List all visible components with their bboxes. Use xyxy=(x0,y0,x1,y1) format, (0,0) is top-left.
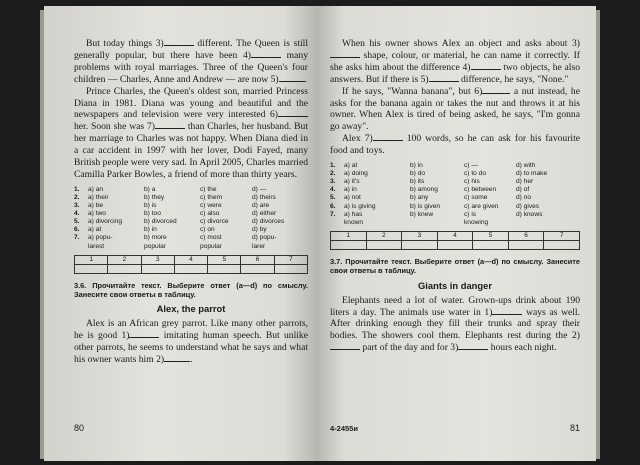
option-number: 2. xyxy=(74,193,80,201)
answer-cell xyxy=(174,264,207,273)
option-choice: c) most popular xyxy=(200,234,222,250)
answer-blank xyxy=(278,116,308,117)
option-choice: b) too xyxy=(144,210,161,218)
answer-blank xyxy=(373,140,403,141)
option-choice: c) — xyxy=(464,162,478,170)
option-choice: b) in xyxy=(144,226,157,234)
option-choice: d) of xyxy=(516,186,530,194)
option-number: 5. xyxy=(74,218,80,226)
page-81 xyxy=(316,6,596,461)
option-number: 3. xyxy=(74,202,80,210)
answer-blank xyxy=(251,57,281,58)
option-choice: c) divorce xyxy=(200,218,229,226)
option-choice: c) were xyxy=(200,202,222,210)
page-number: 81 xyxy=(569,423,580,433)
answer-cell xyxy=(437,240,473,249)
option-choice: a) doing xyxy=(344,170,368,178)
option-choice: a) is giving xyxy=(344,202,376,210)
option-choice: c) the xyxy=(200,185,217,193)
answer-blank xyxy=(279,81,305,82)
paragraph: Elephants need a lot of water. Grown-ups drink about 190 liters a day. The animals use water in 1) ways as well. After drinking enough they fill their trunks and spray their bodies. The showers cool them. Elephants rest during the 2) part of the day and for 3) hours each night. xyxy=(330,294,581,354)
answer-cell xyxy=(108,264,141,273)
paragraph: Alex is an African grey parrot. Like many other parrots, he is good 1) imitating human speech. But unlike other parrots, he seems to understand what he says and what his owner wants him 2) . xyxy=(74,318,308,366)
answer-blank xyxy=(458,349,488,350)
option-choice: d) — xyxy=(252,185,267,193)
answer-blank xyxy=(492,314,522,315)
option-choice: c) some xyxy=(464,194,488,202)
answer-column-number: 1 xyxy=(331,231,367,240)
answer-blank xyxy=(164,361,190,362)
option-choice: d) gives xyxy=(516,202,540,210)
paragraph: When his owner shows Alex an object and asks about 3) shape, colour, or material, he can name it correctly. If she asks him about the difference 4) two objects, he also answers. But if there is 5) difference, he says, "None." xyxy=(330,38,580,85)
option-choice: b) is given xyxy=(410,202,441,210)
answer-column-number: 4 xyxy=(437,231,473,240)
answer-table xyxy=(330,231,580,250)
option-choice: d) her xyxy=(516,178,534,186)
option-number: 1. xyxy=(330,162,336,170)
option-choice: d) knows xyxy=(516,210,543,218)
print-code: 4-2455и xyxy=(330,424,358,433)
answer-column-number: 4 xyxy=(174,255,207,264)
answer-table-header xyxy=(75,255,308,264)
option-choice: a) divorcing xyxy=(88,218,123,226)
option-choice: a) two xyxy=(88,210,106,218)
option-number: 4. xyxy=(330,186,336,194)
option-number: 6. xyxy=(74,226,80,234)
answer-table-header xyxy=(331,231,580,240)
answer-column-number: 6 xyxy=(508,231,544,240)
answer-column-number: 3 xyxy=(141,255,174,264)
option-choice: b) a xyxy=(144,185,156,193)
option-number: 3. xyxy=(330,178,336,186)
option-choice: b) knew xyxy=(410,210,434,218)
answer-column-number: 5 xyxy=(473,231,509,240)
answer-blank xyxy=(429,81,459,82)
answer-cell xyxy=(241,264,274,273)
option-choice: c) also xyxy=(200,210,220,218)
option-choice: a) at xyxy=(88,226,102,234)
page-number: 80 xyxy=(74,423,85,433)
option-number: 4. xyxy=(74,210,80,218)
paragraph: If he says, "Wanna banana", but 6) a nut instead, he asks for the banana again or takes the nut and throws it at his owner. When Alex is tired of being asked, he says, "I'm gonna go away". xyxy=(330,85,580,133)
answer-table-row xyxy=(331,240,580,249)
option-choice: d) by xyxy=(252,226,267,234)
answer-cell xyxy=(544,240,580,249)
answer-column-number: 2 xyxy=(366,231,402,240)
answer-cell xyxy=(141,264,174,273)
paragraph: Prince Charles, the Queen's oldest son, married Princess Diana in 1981. Diana was young and beautiful and the newspapers and television were very interested 6)her. Soon she was 7) than Charles, her husband. But her marriage to Charles was not happy. When Diana died in a car accident in 1997 with her lover, Dodi Fayed, many British people were very sad. In April 2005, Charles married Camilla Parker Bowles, a friend of more than thirty years. xyxy=(74,85,309,180)
option-number: 7. xyxy=(330,210,336,218)
option-choice: b) in xyxy=(410,162,423,170)
paragraph: But today things 3) different. The Queen is still generally popular, but there have been 4) many problems with royal marriages. Three of the Queen's four children — Charles, Anne and Andrew — are now 5) . xyxy=(74,38,309,85)
paragraph: Alex 7) 100 words, so he can ask for his favourite food and toys. xyxy=(330,133,580,157)
option-choice: b) among xyxy=(410,186,438,194)
task-instruction: 3.7. Прочитайте текст. Выберите ответ (a—d) по смыслу. Занесите свои ответы в таблицу. xyxy=(330,256,580,276)
option-number: 7. xyxy=(74,234,80,242)
option-choice: c) between xyxy=(464,186,497,194)
answer-options xyxy=(330,162,580,227)
option-choice: d) either xyxy=(252,210,277,218)
option-choice: a) has known xyxy=(344,210,364,226)
answer-cell xyxy=(402,240,438,249)
answer-column-number: 6 xyxy=(241,255,274,264)
option-choice: d) theirs xyxy=(252,193,276,201)
answer-column-number: 1 xyxy=(75,255,108,264)
answer-blank xyxy=(164,45,194,46)
page-80 xyxy=(44,6,316,461)
option-choice: b) do xyxy=(410,170,426,178)
option-choice: d) popu- larer xyxy=(252,234,277,250)
answer-blank xyxy=(471,69,501,70)
answer-cell xyxy=(366,240,402,249)
option-choice: a) in xyxy=(344,186,357,194)
option-choice: c) is knowing xyxy=(464,210,489,226)
option-choice: d) divorces xyxy=(252,218,285,226)
option-choice: d) no xyxy=(516,194,532,202)
option-choice: d) to make xyxy=(516,170,548,178)
option-number: 1. xyxy=(74,185,80,193)
option-choice: b) more popular xyxy=(144,234,167,250)
answer-column-number: 3 xyxy=(402,231,438,240)
answer-blank xyxy=(155,128,185,129)
option-choice: b) any xyxy=(410,194,429,202)
option-choice: c) them xyxy=(200,193,222,201)
option-number: 5. xyxy=(330,194,336,202)
option-number: 6. xyxy=(330,202,336,210)
option-choice: a) popu- larest xyxy=(88,234,113,250)
answer-blank xyxy=(482,93,510,94)
answer-table-row xyxy=(75,264,308,273)
option-choice: b) divorced xyxy=(144,218,177,226)
option-choice: c) his xyxy=(464,178,480,186)
option-choice: d) are xyxy=(252,202,270,210)
text-heading: Alex, the parrot xyxy=(156,303,226,315)
option-choice: d) with xyxy=(516,162,536,170)
answer-column-number: 5 xyxy=(208,255,241,264)
answer-column-number: 2 xyxy=(108,255,141,264)
answer-blank xyxy=(330,349,360,350)
answer-blank xyxy=(129,337,159,338)
answer-table xyxy=(74,255,308,274)
answer-blank xyxy=(330,57,360,58)
option-choice: a) be xyxy=(88,202,104,210)
answer-cell xyxy=(331,240,367,249)
option-choice: b) its xyxy=(410,178,425,186)
option-choice: a) their xyxy=(88,193,109,201)
text-heading: Giants in danger xyxy=(418,279,492,291)
option-choice: a) not xyxy=(344,194,361,202)
answer-cell xyxy=(473,240,509,249)
option-choice: a) at xyxy=(344,162,358,170)
answer-options xyxy=(74,186,308,251)
task-instruction: 3.6. Прочитайте текст. Выберите ответ (a—d) по смыслу. Занесите свои ответы в таблицу. xyxy=(74,280,308,300)
answer-cell xyxy=(208,264,241,273)
option-choice: c) on xyxy=(200,226,215,234)
option-choice: a) an xyxy=(88,185,104,193)
option-choice: b) is xyxy=(144,202,157,210)
option-choice: b) they xyxy=(144,193,165,201)
option-choice: a) it's xyxy=(344,178,360,186)
answer-cell xyxy=(508,240,544,249)
answer-cell xyxy=(274,264,307,273)
answer-column-number: 7 xyxy=(274,255,307,264)
option-choice: c) to do xyxy=(464,170,486,178)
option-choice: c) are given xyxy=(464,202,499,210)
option-number: 2. xyxy=(330,170,336,178)
answer-column-number: 7 xyxy=(544,231,580,240)
answer-cell xyxy=(75,264,108,273)
